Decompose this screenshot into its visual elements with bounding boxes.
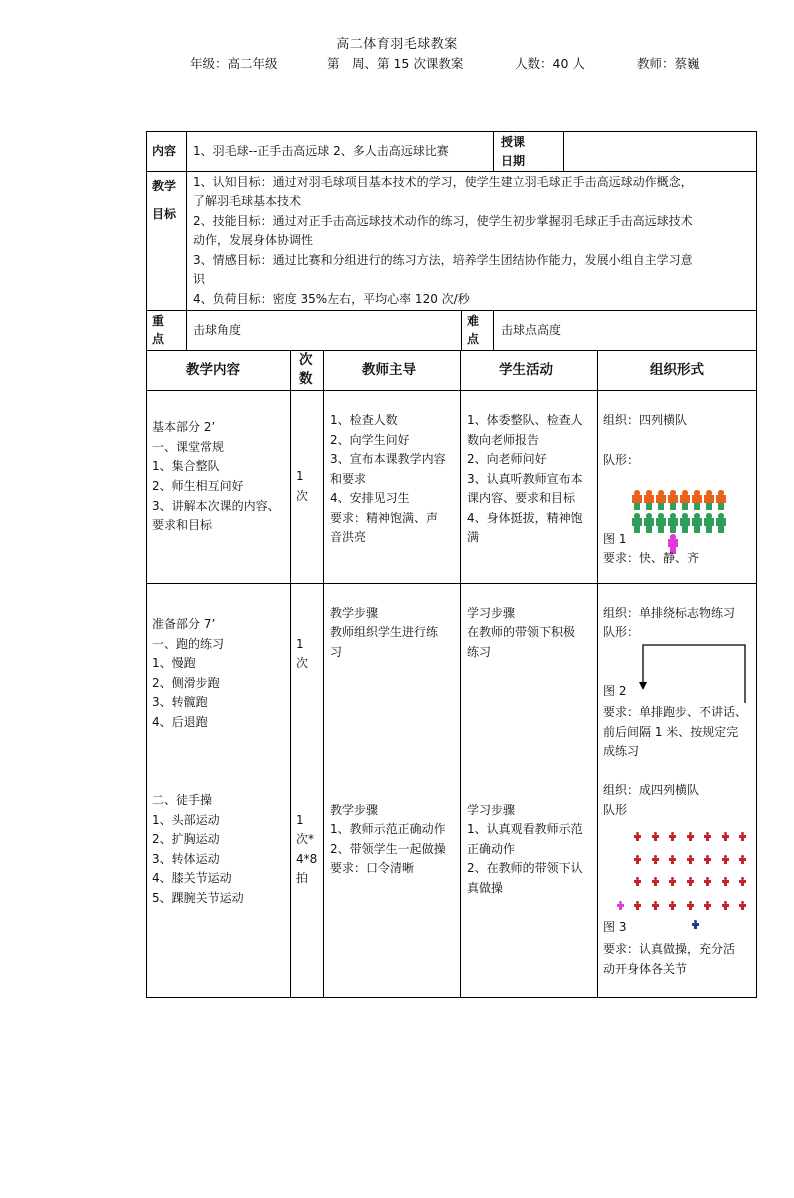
text-line: 1、检查人数 [330, 413, 398, 427]
goal-line: 识 [193, 272, 206, 286]
student-figure [652, 832, 659, 841]
teacher-name: 教师：蔡巍 [637, 56, 700, 71]
route-arrowhead [639, 682, 647, 690]
text-line: 2、带领学生一起做操 [330, 842, 446, 856]
text-line: 二、徒手操 [152, 793, 213, 807]
text-line: 拍 [296, 871, 309, 885]
text-line: 在教师的带领下积极 [467, 625, 576, 639]
student-figure [692, 490, 702, 510]
text-line: 2、向老师问好 [467, 452, 547, 466]
student-figure [652, 855, 659, 864]
text-line: 2、师生相互问好 [152, 479, 244, 493]
text-line: 2、扩胸运动 [152, 832, 220, 846]
student-figure [669, 901, 676, 910]
text-line: 3、宣布本课教学内容 [330, 452, 446, 466]
student-figure [652, 901, 659, 910]
student-figure [704, 877, 711, 886]
prep-org-formation: 队形： [603, 625, 640, 639]
student-figure [652, 877, 659, 886]
text-line: 3、转髋跑 [152, 695, 208, 709]
exercise-org-title: 组织：成四列横队 [603, 783, 700, 797]
text-line: 准备部分 7’ [152, 617, 216, 631]
teacher-figure [692, 920, 699, 929]
column-header-times-2: 数 [299, 371, 313, 387]
column-header-student: 学生活动 [499, 362, 553, 378]
content-label: 内容 [152, 144, 177, 158]
basic-org-formation: 队形： [603, 453, 640, 467]
student-figure [704, 832, 711, 841]
text-line: 4、膝关节运动 [152, 871, 232, 885]
goals-label-1: 教学 [152, 179, 177, 193]
text-line: 真做操 [467, 881, 504, 895]
figure-3-label: 图 3 [603, 920, 627, 934]
goal-line: 了解羽毛球基本技术 [193, 194, 302, 208]
student-figure [680, 490, 690, 510]
student-figure [687, 877, 694, 886]
text-line: 4、安排见习生 [330, 491, 410, 505]
student-figure [704, 490, 714, 510]
text-line: 1 [296, 469, 304, 483]
key-label-1: 重 [152, 314, 165, 328]
text-line: 3、讲解本次课的内容、 [152, 499, 280, 513]
exercise-org-formation: 队形 [603, 803, 628, 817]
text-line: 教学步骤 [330, 606, 379, 620]
student-figure [722, 901, 729, 910]
student-figure [656, 490, 666, 510]
student-figure [704, 901, 711, 910]
content-text: 1、羽毛球--正手击高远球 2、多人击高远球比赛 [193, 144, 449, 158]
text-line: 3、转体运动 [152, 852, 220, 866]
goal-line: 4、负荷目标：密度 35%左右，平均心率 120 次/秒 [193, 292, 470, 306]
text-line: 教学步骤 [330, 803, 379, 817]
text-line: 学习步骤 [467, 606, 516, 620]
goals-label-2: 目标 [152, 207, 177, 221]
student-figure [739, 901, 746, 910]
text-line: 要求：精神饱满、声 [330, 511, 439, 525]
text-line: 一、跑的练习 [152, 637, 225, 651]
text-line: 正确动作 [467, 842, 516, 856]
date-label-2: 日期 [501, 154, 526, 168]
text-line: 要求：单排跑步、不讲话、 [603, 705, 748, 719]
text-line: 2、向学生问好 [330, 433, 410, 447]
text-line: 5、踝腕关节运动 [152, 891, 244, 905]
student-figure [634, 832, 641, 841]
student-figure [644, 490, 654, 510]
student-figure [704, 513, 714, 533]
column-header-times-1: 次 [299, 352, 313, 368]
text-line: 学习步骤 [467, 803, 516, 817]
text-line: 1、集合整队 [152, 459, 220, 473]
student-figure [716, 513, 726, 533]
student-figure [668, 490, 678, 510]
difficulty-label-2: 点 [467, 332, 480, 346]
student-count: 人数：40 人 [515, 56, 585, 71]
text-line: 1、体委整队、检查人 [467, 413, 583, 427]
text-line: 4、身体挺拔，精神饱 [467, 511, 583, 525]
text-line: 1、头部运动 [152, 813, 220, 827]
text-line: 动开身体各关节 [603, 962, 688, 976]
student-figure [692, 513, 702, 533]
figure-2-label: 图 2 [603, 684, 627, 698]
student-figure [687, 832, 694, 841]
text-line: 1 [296, 637, 304, 651]
text-line: 成练习 [603, 744, 640, 758]
student-figure [634, 877, 641, 886]
student-figure [668, 513, 678, 533]
text-line: 习 [330, 645, 343, 659]
grade-label: 年级：高二年级 [190, 56, 278, 71]
student-figure [669, 855, 676, 864]
text-line: 次 [296, 489, 309, 503]
student-figure [680, 513, 690, 533]
student-figure [722, 877, 729, 886]
difficulty-label-1: 难 [467, 314, 480, 328]
text-line: 4*8 [296, 852, 318, 866]
basic-org-title: 组织：四列横队 [603, 413, 688, 427]
assistant-figure [617, 901, 624, 910]
text-line: 音洪亮 [330, 530, 367, 544]
text-line: 满 [467, 530, 480, 544]
text-line: 基本部分 2’ [152, 420, 216, 434]
student-figure [716, 490, 726, 510]
student-figure [632, 490, 642, 510]
student-figure [634, 901, 641, 910]
student-figure [687, 901, 694, 910]
student-figure [634, 855, 641, 864]
document-title: 高二体育羽毛球教案 [336, 37, 458, 52]
text-line: 教师组织学生进行练 [330, 625, 439, 639]
column-header-organization: 组织形式 [650, 362, 704, 378]
student-figure [739, 855, 746, 864]
text-line: 1、认真观看教师示范 [467, 822, 583, 836]
goal-line: 1、认知目标：通过对羽毛球项目基本技术的学习，使学生建立羽毛球正手击高远球动作概念， [193, 175, 693, 189]
text-line: 一、课堂常规 [152, 440, 225, 454]
text-line: 练习 [467, 645, 492, 659]
route-path [643, 645, 745, 703]
text-line: 和要求 [330, 472, 367, 486]
text-line: 课内容、要求和目标 [467, 491, 576, 505]
text-line: 前后间隔 1 米、按规定完 [603, 725, 739, 739]
student-figure [687, 855, 694, 864]
text-line: 2、在教师的带领下认 [467, 861, 583, 875]
student-figure [722, 855, 729, 864]
goal-line: 3、情感目标：通过比赛和分组进行的练习方法，培养学生团结协作能力，发展小组自主学习意 [193, 253, 693, 267]
key-label-2: 点 [152, 332, 165, 346]
single-file-route-figure [636, 640, 748, 706]
student-figure [632, 513, 642, 533]
difficulty-value: 击球点高度 [501, 323, 562, 337]
text-line: 要求：认真做操，充分活 [603, 942, 736, 956]
student-figure [704, 855, 711, 864]
text-line: 要求：口令清晰 [330, 861, 415, 875]
text-line: 1 [296, 813, 304, 827]
text-line: 3、认真听教师宣布本 [467, 472, 583, 486]
basic-requirement: 要求：快、静、齐 [603, 551, 700, 565]
text-line: 次 [296, 656, 309, 670]
student-figure [669, 877, 676, 886]
goal-line: 动作，发展身体协调性 [193, 233, 314, 247]
column-header-teacher: 教师主导 [362, 362, 416, 378]
student-figure [669, 832, 676, 841]
text-line: 1、教师示范正确动作 [330, 822, 446, 836]
text-line: 次* [296, 832, 315, 846]
text-line: 数向老师报告 [467, 433, 540, 447]
student-figure [722, 832, 729, 841]
text-line: 1、慢跑 [152, 656, 196, 670]
student-figure [739, 832, 746, 841]
goal-line: 2、技能目标：通过对正手击高远球技术动作的练习，使学生初步掌握羽毛球正手击高远球技术 [193, 214, 693, 228]
figure-1-label: 图 1 [603, 532, 627, 546]
key-point-value: 击球角度 [193, 323, 242, 337]
column-header-content: 教学内容 [186, 362, 240, 378]
date-label-1: 授课 [501, 135, 526, 149]
week-label: 第 周、第 15 次课教案 [327, 56, 464, 71]
student-figure [644, 513, 654, 533]
text-line: 4、后退跑 [152, 715, 208, 729]
student-figure [656, 513, 666, 533]
prep-org-title: 组织：单排绕标志物练习 [603, 606, 736, 620]
text-line: 要求和目标 [152, 518, 213, 532]
student-figure [739, 877, 746, 886]
text-line: 2、侧滑步跑 [152, 676, 220, 690]
